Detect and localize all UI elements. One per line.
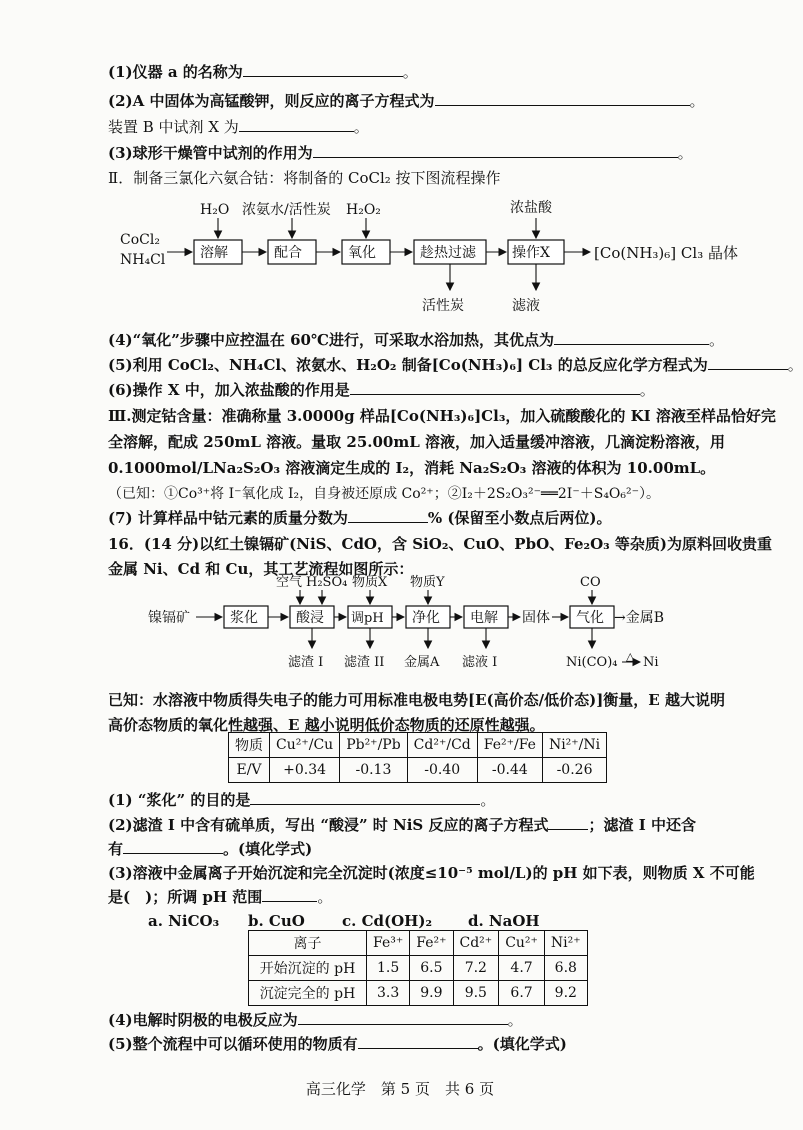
flow1-step-hot-filter-label: 趁热过滤 bbox=[420, 245, 476, 261]
table-cell: Fe²⁺ bbox=[410, 931, 453, 956]
table-cell: +0.34 bbox=[270, 758, 340, 783]
table-cell: 离子 bbox=[249, 931, 367, 956]
sub-question-2-text: (2)滤渣 I 中含有硫单质，写出 “酸浸” 时 NiS 反应的离子方程式 bbox=[108, 816, 549, 834]
sub-question-4 bbox=[108, 1010, 523, 1030]
table-cell: 6.8 bbox=[544, 956, 587, 981]
table-cell: 9.9 bbox=[410, 981, 453, 1006]
section-3-line-3: 0.1000mol/LNa₂S₂O₃ 溶液滴定生成的 I₂，消耗 Na₂S₂O₃ 溶液的体积为 10.00mL。 bbox=[108, 459, 716, 477]
table-row bbox=[249, 931, 588, 956]
flow1-label-filtrate: 滤液 bbox=[512, 298, 540, 314]
flow2-label-residue-2: 滤渣 II bbox=[344, 655, 385, 670]
page-footer: 高三化学 第 5 页 共 6 页 bbox=[305, 1080, 495, 1098]
flow2-heat-symbol: △ bbox=[626, 650, 635, 663]
question-3-text: (3)球形干燥管中试剂的作用为 bbox=[108, 144, 313, 162]
table-cell: E/V bbox=[229, 758, 270, 783]
flow1-product: [Co(NH₃)₆] Cl₃ 晶体 bbox=[594, 244, 738, 262]
period: 。 bbox=[507, 1011, 523, 1029]
flow1-label-carbon: 活性炭 bbox=[422, 298, 464, 314]
question-4 bbox=[108, 330, 724, 350]
flow2-label-metal-a: 金属A bbox=[404, 655, 440, 670]
sub-question-5 bbox=[108, 1034, 567, 1054]
sub-question-2-hint: 。(填化学式) bbox=[223, 840, 313, 858]
question-2b-text: 装置 B 中试剂 X 为 bbox=[108, 118, 239, 136]
flow1-label-ammonia: 浓氨水/活性炭 bbox=[242, 202, 331, 218]
table-cell: 沉淀完全的 pH bbox=[249, 981, 367, 1006]
flow1-step-dissolve-label: 溶解 bbox=[200, 245, 228, 261]
table-cell: 3.3 bbox=[367, 981, 410, 1006]
question-6 bbox=[108, 380, 655, 400]
table-cell: 7.2 bbox=[453, 956, 499, 981]
flow2-label-air: 空气 bbox=[276, 575, 303, 590]
flow2-label-filtrate-1: 滤液 I bbox=[462, 655, 498, 670]
question-2-text: (2)A 中固体为高锰酸钾，则反应的离子方程式为 bbox=[108, 92, 435, 110]
answer-blank[interactable] bbox=[554, 330, 709, 345]
question-6-text: (6)操作 X 中，加入浓盐酸的作用是 bbox=[108, 381, 350, 399]
answer-blank[interactable] bbox=[708, 355, 788, 370]
table-row bbox=[229, 733, 607, 758]
answer-blank[interactable] bbox=[358, 1034, 478, 1049]
flow2-label-co: CO bbox=[580, 575, 601, 590]
flow1-step-operation-x-label: 操作X bbox=[512, 245, 550, 261]
sub-question-2-line-2 bbox=[108, 839, 312, 859]
ph-table bbox=[248, 930, 588, 1006]
sub-question-3: (3)溶液中金属离子开始沉淀和完全沉淀时(浓度≤10⁻⁵ mol/L)的 pH 如下表，则物质 X 不可能 bbox=[108, 864, 755, 882]
flow2-input: 镍镉矿 bbox=[148, 610, 190, 626]
table-cell: 开始沉淀的 pH bbox=[249, 956, 367, 981]
answer-blank[interactable] bbox=[548, 815, 588, 830]
flow2-label-substance-x: 物质X bbox=[352, 575, 388, 590]
period: 。 bbox=[677, 144, 693, 162]
flow1-input-nh4cl: NH₄Cl bbox=[120, 252, 166, 268]
question-7 bbox=[108, 508, 612, 528]
flow2-step-electrolysis-label: 电解 bbox=[470, 610, 498, 626]
option-a[interactable]: a. NiCO₃ bbox=[148, 912, 220, 930]
sub-question-1-text: (1) “浆化” 的目的是 bbox=[108, 791, 251, 809]
table-cell: -0.44 bbox=[477, 758, 542, 783]
answer-blank[interactable] bbox=[348, 508, 428, 523]
table-cell: 6.5 bbox=[410, 956, 453, 981]
flow1-step-oxidize-label: 氧化 bbox=[348, 245, 376, 261]
question-7-unit: % (保留至小数点后两位)。 bbox=[427, 509, 612, 527]
section-3-known: （已知：①Co³⁺将 I⁻氧化成 I₂，自身被还原成 Co²⁺；②I₂＋2S₂O₃²⁻══2I⁻＋S₄O₆²⁻）。 bbox=[108, 486, 661, 502]
answer-blank[interactable] bbox=[262, 887, 317, 902]
flow2-step-slurry-label: 浆化 bbox=[230, 610, 258, 626]
sub-question-2-cont: ；滤渣 I 中还含 bbox=[588, 816, 696, 834]
period: 。 bbox=[689, 92, 705, 110]
table-cell: Ni²⁺/Ni bbox=[542, 733, 606, 758]
answer-blank[interactable] bbox=[298, 1010, 508, 1025]
section-3-line-2: 全溶解，配成 250mL 溶液。量取 25.00mL 溶液，加入适量缓冲溶液，几滴淀粉溶液，用 bbox=[108, 433, 726, 451]
table-row bbox=[229, 758, 607, 783]
answer-blank[interactable] bbox=[123, 839, 223, 854]
flow2-label-residue-1: 滤渣 I bbox=[288, 655, 324, 670]
flow1-label-hcl: 浓盐酸 bbox=[510, 200, 552, 216]
sub-question-5-hint: 。(填化学式) bbox=[477, 1035, 567, 1053]
table-cell: Fe²⁺/Fe bbox=[477, 733, 542, 758]
flow2-step-adjust-ph-label: 调pH bbox=[351, 611, 384, 626]
period: 。 bbox=[708, 331, 724, 349]
flow1-label-h2o2: H₂O₂ bbox=[346, 202, 381, 218]
period: 。 bbox=[639, 381, 655, 399]
table-cell: 6.7 bbox=[499, 981, 545, 1006]
table-row bbox=[249, 956, 588, 981]
table-cell: -0.13 bbox=[340, 758, 407, 783]
sub-question-2-you: 有 bbox=[108, 840, 124, 858]
sub-question-4-text: (4)电解时阴极的电极反应为 bbox=[108, 1011, 298, 1029]
option-c[interactable]: c. Cd(OH)₂ bbox=[342, 912, 433, 930]
sub-question-1 bbox=[108, 790, 495, 810]
flow2-label-ni: Ni bbox=[643, 655, 659, 670]
flow2-label-substance-y: 物质Y bbox=[410, 575, 445, 590]
table-row bbox=[249, 981, 588, 1006]
flow2-step-gasify-label: 气化 bbox=[576, 610, 604, 626]
option-b[interactable]: b. CuO bbox=[248, 912, 305, 930]
table-cell: -0.40 bbox=[407, 758, 477, 783]
table-cell: 9.2 bbox=[544, 981, 587, 1006]
flow2-label-h2so4: H₂SO₄ bbox=[306, 575, 348, 590]
question-5 bbox=[108, 355, 803, 375]
flow1-label-h2o: H₂O bbox=[200, 202, 230, 218]
table-cell: 4.7 bbox=[499, 956, 545, 981]
known-line-1: 已知：水溶液中物质得失电子的能力可用标准电极电势[E(高价态/低价态)]衡量，E 越大说明 bbox=[108, 691, 725, 709]
question-1-text: (1)仪器 a 的名称为 bbox=[108, 63, 243, 81]
period: 。 bbox=[480, 791, 496, 809]
period: 。 bbox=[787, 356, 803, 374]
problem-16-line-2: 金属 Ni、Cd 和 Cu，其工艺流程如图所示： bbox=[108, 560, 414, 578]
flow2-solid: 固体 bbox=[522, 610, 550, 626]
sub-question-5-text: (5)整个流程中可以循环使用的物质有 bbox=[108, 1035, 358, 1053]
sub-question-3-text: 是( )；所调 pH 范围 bbox=[108, 888, 263, 906]
flow2-step-purify-label: 净化 bbox=[412, 610, 440, 626]
section-2-text: Ⅱ．制备三氯化六氨合钴：将制备的 CoCl₂ 按下图流程操作 bbox=[108, 169, 501, 187]
table-cell: Cd²⁺ bbox=[453, 931, 499, 956]
question-7-text: (7) 计算样品中钴元素的质量分数为 bbox=[108, 509, 348, 527]
flow1-step-complex-label: 配合 bbox=[274, 245, 302, 261]
potential-table bbox=[228, 732, 607, 783]
answer-blank[interactable] bbox=[250, 790, 480, 805]
table-cell: Cd²⁺/Cd bbox=[407, 733, 477, 758]
section-3-line-1: Ⅲ.测定钴含量：准确称量 3.0000g 样品[Co(NH₃)₆]Cl₃，加入硫酸酸化的 KI 溶液至样品恰好完 bbox=[108, 407, 776, 425]
table-cell: 物质 bbox=[229, 733, 270, 758]
table-cell: -0.26 bbox=[542, 758, 606, 783]
period: 。 bbox=[317, 888, 333, 906]
question-4-text: (4)“氧化”步骤中应控温在 60℃进行，可采取水浴加热，其优点为 bbox=[108, 331, 554, 349]
known-line-2: 高价态物质的氧化性越强、E 越小说明低价态物质的还原性越强。 bbox=[108, 716, 545, 734]
sub-question-2 bbox=[108, 815, 696, 835]
table-cell: Cu²⁺ bbox=[499, 931, 545, 956]
table-cell: Fe³⁺ bbox=[367, 931, 410, 956]
flow2-metal-b: →金属B bbox=[614, 610, 665, 626]
problem-16-line-1: 16．(14 分)以红土镍镉矿(NiS、CdO，含 SiO₂、CuO、PbO、Fe₂O₃ 等杂质)为原料回收贵重 bbox=[108, 535, 773, 553]
table-cell: 1.5 bbox=[367, 956, 410, 981]
table-cell: Ni²⁺ bbox=[544, 931, 587, 956]
question-5-text: (5)利用 CoCl₂、NH₄Cl、浓氨水、H₂O₂ 制备[Co(NH₃)₆] Cl₃ 的总反应化学方程式为 bbox=[108, 356, 708, 374]
flow1-input-cocl2: CoCl₂ bbox=[120, 232, 160, 248]
flow2-step-acid-leach-label: 酸浸 bbox=[296, 610, 324, 626]
sub-question-3-line-2 bbox=[108, 887, 332, 907]
period: 。 bbox=[402, 63, 418, 81]
table-cell: 9.5 bbox=[453, 981, 499, 1006]
answer-blank[interactable] bbox=[350, 380, 640, 395]
option-d[interactable]: d. NaOH bbox=[468, 912, 540, 930]
period: 。 bbox=[353, 118, 369, 136]
table-cell: Pb²⁺/Pb bbox=[340, 733, 407, 758]
table-cell: Cu²⁺/Cu bbox=[270, 733, 340, 758]
flow2-label-nico4: Ni(CO)₄ bbox=[566, 655, 618, 670]
